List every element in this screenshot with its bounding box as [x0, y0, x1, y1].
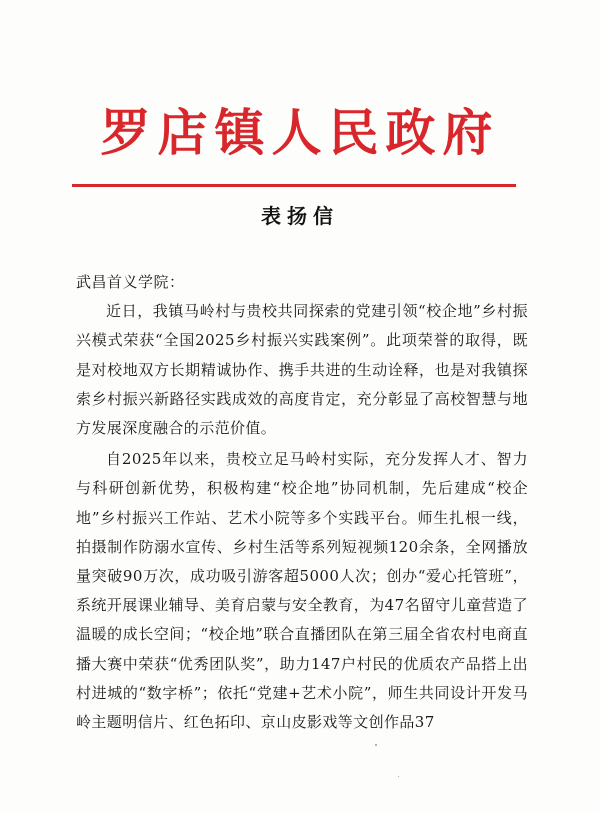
scan-speck — [375, 744, 377, 746]
issuing-organization-header: 罗店镇人民政府 — [100, 103, 500, 162]
body-paragraph-2: 自2025年以来，贵校立足马岭村实际，充分发挥人才、智力与科研创新优势，积极构建“校企地”协同机制，先后建成“校企地”乡村振兴工作站、艺术小院等多个实践平台。师生扎根一线，拍摄制作防溺水宣传、乡村生活等系列短视频120余条，全网播放量突破90万次，成功吸引游客超5000人次；创办“爱心托管班”，系统开展课业辅导、美育启蒙与安全教育，为47名留守儿童营造了温暖的成长空间；“校企地”联合直播团队在第三届全省农村电商直播大赛中荣获“优秀团队奖”，助力147户村民的优质农产品搭上出村进城的“数字桥”；依托“党建+艺术小院”，师生共同设计开发马岭主题明信片、红色拓印、京山皮影戏等文创作品37 — [76, 450, 528, 732]
scan-speck — [398, 776, 399, 777]
red-header-divider — [72, 184, 516, 187]
letter-body — [76, 268, 528, 737]
body-paragraph-1: 近日，我镇马岭村与贵校共同探索的党建引领“校企地”乡村振兴模式荣获“全国2025乡村振兴实践案例”。此项荣誉的取得，既是对校地双方长期精诚协作、携手共进的生动诠释，也是对我镇探索乡村振兴新路径实践成效的高度肯定，充分彰显了高校智慧与地方发展深度融合的示范价值。 — [76, 302, 528, 438]
document-title: 表扬信 — [261, 204, 339, 228]
salutation: 武昌首义学院： — [76, 273, 185, 291]
